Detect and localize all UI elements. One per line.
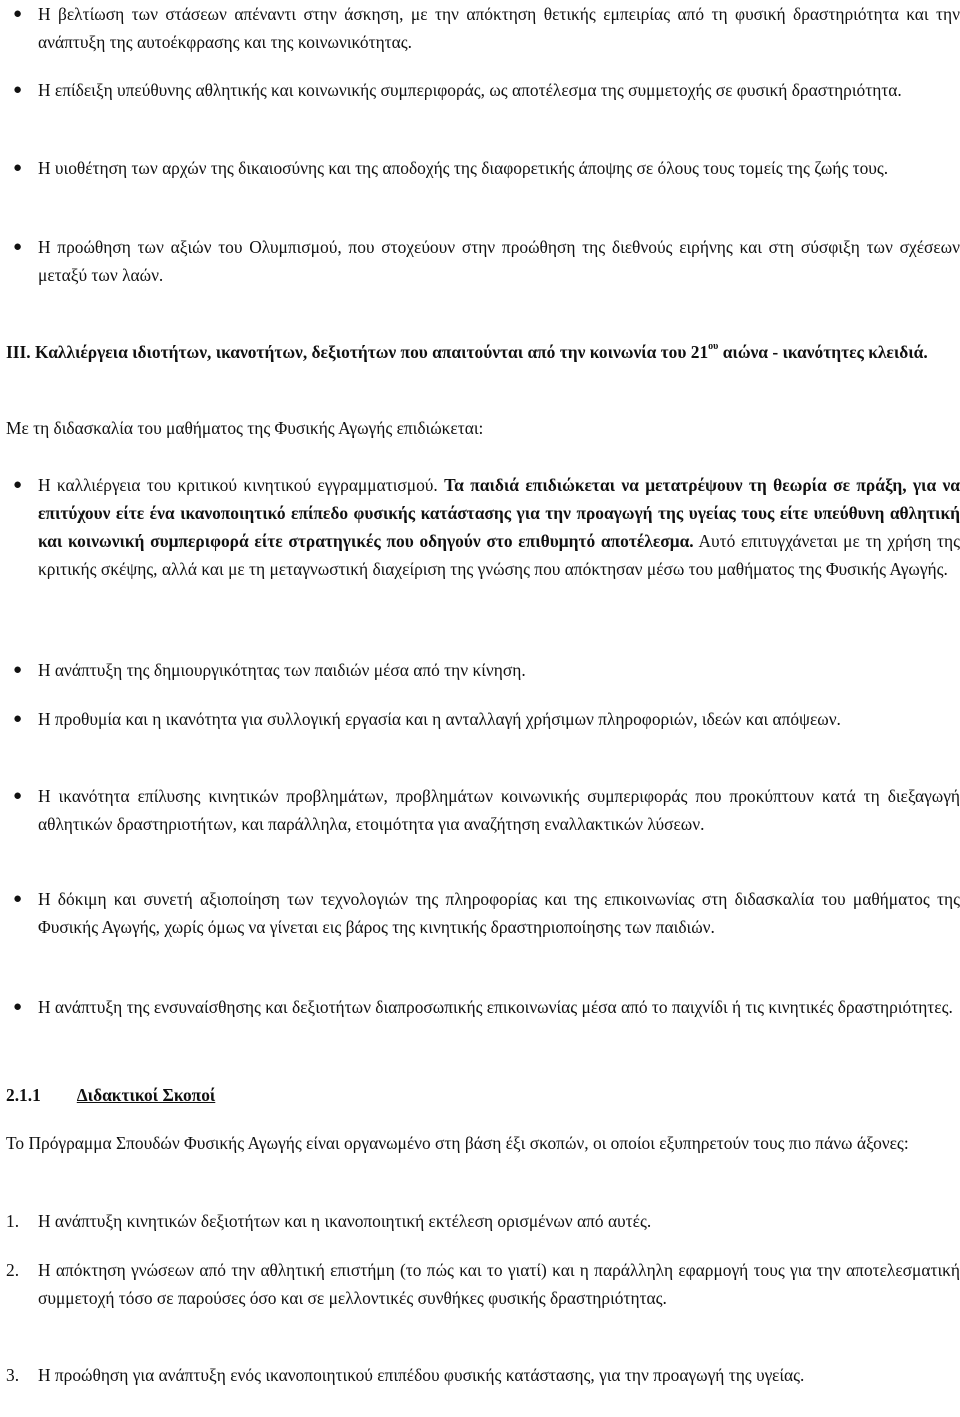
item-number: 3. bbox=[6, 1365, 20, 1385]
bullet-item bbox=[13, 782, 960, 838]
bullet-item bbox=[13, 705, 960, 733]
bullet-dot: ● bbox=[13, 788, 23, 804]
heading-text-cont: αιώνα - ικανότητες κλειδιά. bbox=[722, 342, 928, 362]
numbered-item bbox=[6, 1207, 960, 1235]
bullet-item bbox=[13, 656, 960, 684]
bullet-text: Η υιοθέτηση των αρχών της δικαιοσύνης και της αποδοχής της διαφορετικής άποψης σε όλους τους τομείς της ζωής τους. bbox=[38, 158, 889, 178]
bullet-text-bold: Τα παιδιά επιδιώκεται να μετατρέψουν τη θεωρία σε πράξη, για να επιτύχουν είτε ένα ικανοποιητικό επίπεδο φυσικής κατάστασης για την προαγωγή της υγείας τους είτε υπεύθυνη αθλητική και κοινωνική συμπεριφορά είτε στρατηγικές που οδηγούν στο επιθυμητό αποτέλεσμα. bbox=[38, 475, 960, 551]
heading-superscript: ου bbox=[708, 341, 719, 352]
bullet-text: Η ανάπτυξη της ενσυναίσθησης και δεξιοτήτων διαπροσωπικής επικοινωνίας μέσα από το παιχνίδι ή τις κινητικές δραστηριότητες. bbox=[38, 997, 953, 1017]
numbered-item bbox=[6, 1256, 960, 1312]
bullet-text: Η βελτίωση των στάσεων απέναντι στην άσκηση, με την απόκτηση θετικής εμπειρίας από τη φυσική δραστηριότητα και την ανάπτυξη της αυτοέκφρασης και της κοινωνικότητας. bbox=[38, 4, 960, 52]
bullet-item-critical bbox=[13, 471, 960, 583]
item-text: Η ανάπτυξη κινητικών δεξιοτήτων και η ικανοποιητική εκτέλεση ορισμένων από αυτές. bbox=[38, 1211, 652, 1231]
bullet-text: Η επίδειξη υπεύθυνης αθλητικής και κοινωνικής συμπεριφοράς, ως αποτέλεσμα της συμμετοχής σε φυσική δραστηριότητα. bbox=[38, 80, 902, 100]
bullet-dot: ● bbox=[13, 82, 23, 98]
section-heading-iii bbox=[6, 338, 960, 366]
section-intro: Το Πρόγραμμα Σπουδών Φυσικής Αγωγής είναι οργανωμένο στη βάση έξι σκοπών, οι οποίοι εξυπηρετούν τους πιο πάνω άξονες: bbox=[6, 1133, 909, 1153]
bullet-item bbox=[13, 233, 960, 289]
bullet-item bbox=[13, 76, 960, 104]
bullet-dot: ● bbox=[13, 662, 23, 678]
intro-paragraph: Με τη διδασκαλία του μαθήματος της Φυσικής Αγωγής επιδιώκεται: bbox=[6, 418, 484, 438]
section-title: Διδακτικοί Σκοποί bbox=[76, 1085, 216, 1105]
bullet-text: Η ανάπτυξη της δημιουργικότητας των παιδιών μέσα από την κίνηση. bbox=[38, 660, 526, 680]
bullet-dot: ● bbox=[13, 711, 23, 727]
numbered-item bbox=[6, 1361, 960, 1389]
bullet-text: Η προώθηση των αξιών του Ολυμπισμού, που στοχεύουν στην προώθηση της διεθνούς ειρήνης και στη σύσφιξη των σχέσεων μεταξύ των λαών. bbox=[38, 237, 960, 285]
bullet-dot: ● bbox=[13, 891, 23, 907]
bullet-text: Η προθυμία και η ικανότητα για συλλογική εργασία και η ανταλλαγή χρήσιμων πληροφοριών, ιδεών και απόψεων. bbox=[38, 709, 841, 729]
section-heading bbox=[6, 1081, 960, 1109]
bullet-text: Η δόκιμη και συνετή αξιοποίηση των τεχνολογιών της πληροφορίας και της επικοινωνίας στη διδασκαλία του μαθήματος της Φυσικής Αγωγής, χωρίς όμως να γίνεται εις βάρος της κινητικής δραστηριοποίησης των παιδιών. bbox=[38, 889, 960, 937]
item-number: 1. bbox=[6, 1211, 20, 1231]
item-text: Η προώθηση για ανάπτυξη ενός ικανοποιητικού επιπέδου φυσικής κατάστασης, για την προαγωγή της υγείας. bbox=[38, 1365, 805, 1385]
bullet-item bbox=[13, 993, 960, 1021]
bullet-item bbox=[13, 0, 960, 56]
bullet-item bbox=[13, 154, 960, 182]
bullet-text: Η ικανότητα επίλυσης κινητικών προβλημάτων, προβλημάτων κοινωνικής συμπεριφοράς που προκύπτουν κατά τη διεξαγωγή αθλητικών δραστηριοτήτων, και παράλληλα, ετοιμότητα για αναζήτηση εναλλακτικών λύσεων. bbox=[38, 786, 960, 834]
bullet-dot: ● bbox=[13, 160, 23, 176]
bullet-text-tail: Αυτό επιτυγχάνεται με τη χρήση της κριτικής σκέψης, αλλά και με τη μεταγνωστική διαχείριση της γνώσης που απόκτησαν μέσω του μαθήματος της Φυσικής Αγωγής. bbox=[38, 531, 960, 579]
bullet-dot: ● bbox=[13, 477, 23, 493]
bullet-text-lead: Η καλλιέργεια του κριτικού κινητικού εγγραμματισμού. bbox=[38, 475, 438, 495]
bullet-dot: ● bbox=[13, 6, 23, 22]
bullet-item bbox=[13, 885, 960, 941]
heading-text: III. Καλλιέργεια ιδιοτήτων, ικανοτήτων, δεξιοτήτων που απαιτούνται από την κοινωνία του 21 bbox=[6, 342, 709, 362]
item-text: Η απόκτηση γνώσεων από την αθλητική επιστήμη (το πώς και το γιατί) και η παράλληλη εφαρμογή τους για την αποτελεσματική συμμετοχή τόσο σε παρούσες όσο και σε μελλοντικές συνθήκες φυσικής δραστηριότητας. bbox=[38, 1260, 960, 1308]
item-number: 2. bbox=[6, 1260, 20, 1280]
bullet-dot: ● bbox=[13, 999, 23, 1015]
section-number: 2.1.1 bbox=[6, 1085, 41, 1105]
bullet-dot: ● bbox=[13, 239, 23, 255]
